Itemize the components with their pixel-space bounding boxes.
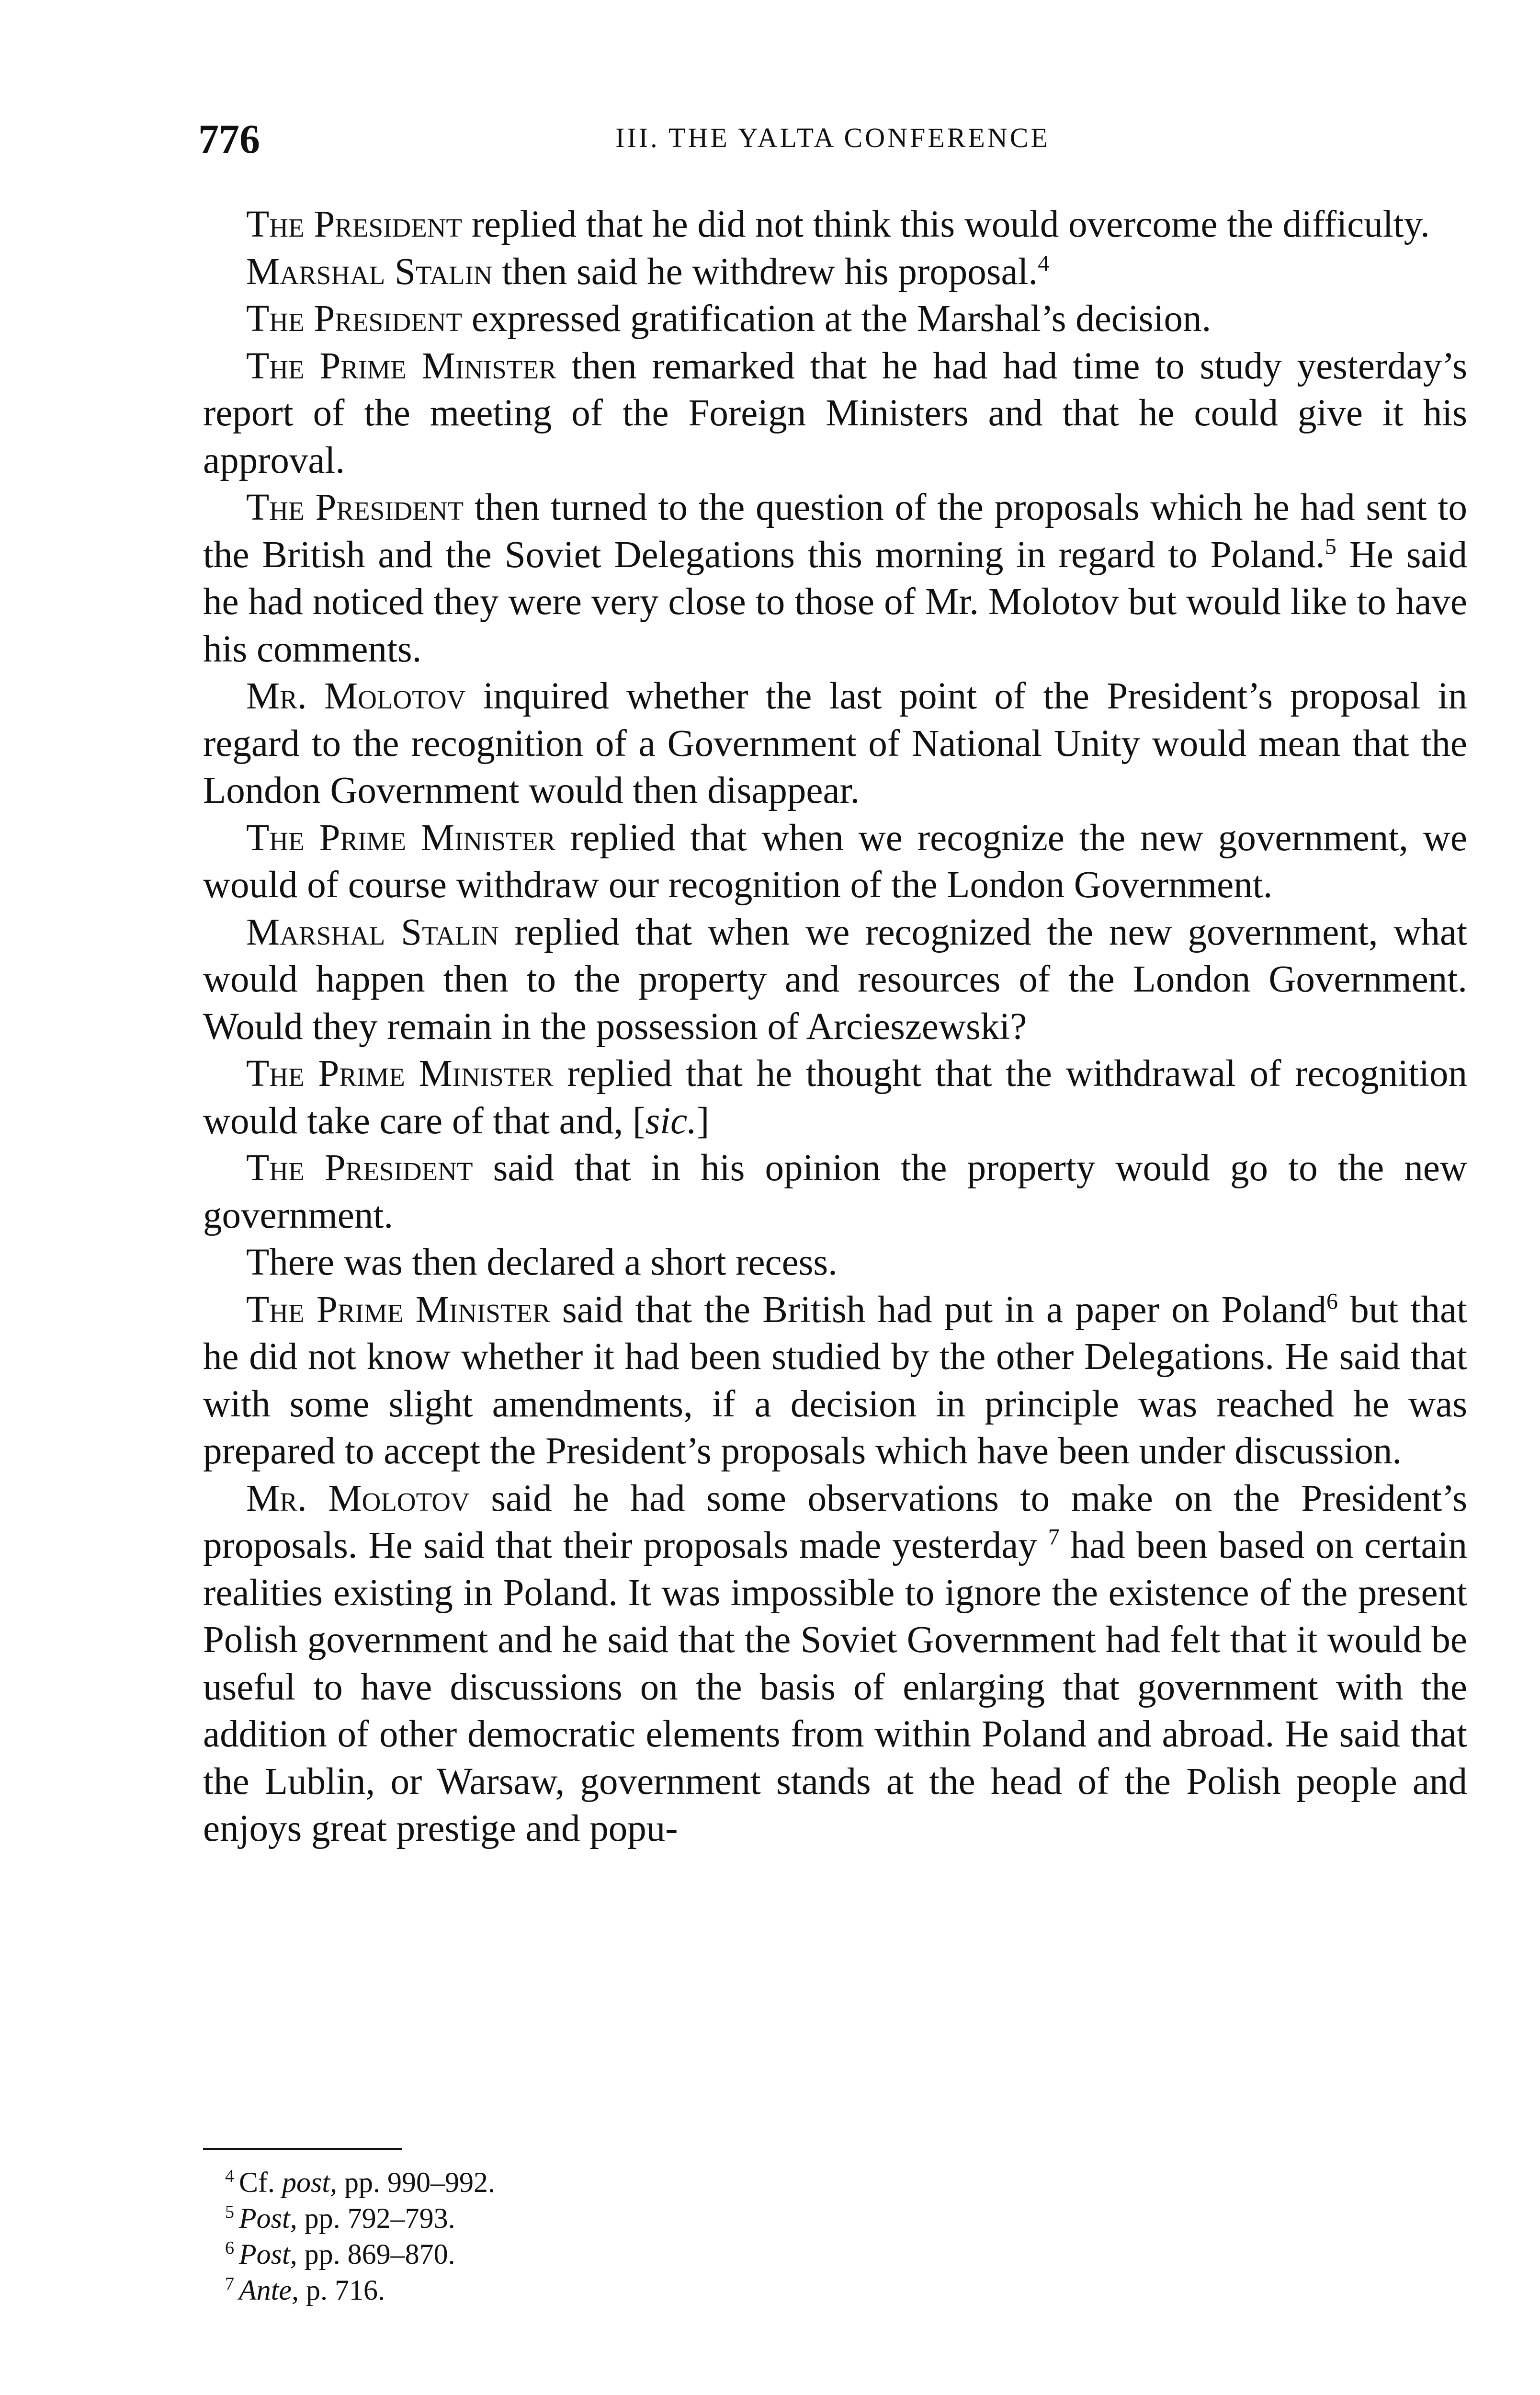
footnote-italic: post, — [282, 2167, 338, 2198]
paragraph — [203, 1239, 1467, 1287]
paragraph-text: replied that when we recognize the new government, we would of course withdraw our recognition of the London Government. — [203, 817, 1467, 906]
paragraph — [203, 673, 1467, 815]
speaker-name: The Prime Minister — [246, 1289, 550, 1331]
paragraph-text: then remarked that he had had time to study yesterday’s report of the meeting of the Foreign Ministers and that he could give it his approval. — [203, 345, 1467, 481]
footnotes — [225, 2161, 495, 2305]
footnote-italic: Post, — [239, 2238, 297, 2270]
paragraph-text: then turned to the question of the proposals which he had sent to the British and the Soviet Delegations this morning in regard to Poland. — [203, 487, 1467, 576]
footnote-italic: Post, — [239, 2202, 297, 2234]
paragraph — [203, 484, 1467, 673]
paragraph — [203, 296, 1467, 343]
paragraph-text: replied that when we recognized the new government, what would happen then to the property and resources of the London Government. Would they remain in the possession of Arcieszewski? — [203, 911, 1468, 1048]
speaker-name: Marshal Stalin — [246, 911, 499, 953]
paragraph-text: replied that he did not think this would overcome the difficulty. — [462, 204, 1430, 245]
paragraph-text: said he had some observations to make on the President’s proposals. He said that their proposals made yesterday — [203, 1477, 1467, 1566]
paragraph — [203, 249, 1467, 296]
paragraph-text: expressed gratification at the Marshal’s decision. — [462, 298, 1212, 340]
paragraph-text: He said he had noticed they were very close to those of Mr. Molotov but would like to have his comments. — [203, 534, 1467, 670]
footnote — [225, 2197, 495, 2233]
speaker-name: Mr. Molotov — [246, 1477, 470, 1519]
speaker-name: The Prime Minister — [246, 345, 556, 387]
paragraph — [203, 909, 1467, 1051]
speaker-name: The President — [246, 204, 463, 245]
paragraph — [203, 343, 1467, 485]
footnote-rule — [203, 2148, 402, 2150]
paragraph — [203, 1145, 1467, 1239]
footnote-number: 5 — [225, 2202, 234, 2222]
footnote-ref: 5 — [1325, 534, 1336, 559]
paragraph-text: ] — [696, 1100, 710, 1142]
page-header — [198, 115, 1467, 172]
page-number: 776 — [198, 116, 260, 162]
paragraph-text: but that he did not know whether it had been studied by the other Delegations. He said that with some slight amendments, if a decision in principle was reached he was prepared to accept the President’s proposals which have been under discussion. — [203, 1289, 1467, 1472]
footnote — [225, 2161, 495, 2197]
paragraph — [203, 815, 1467, 909]
footnote-italic: Ante, — [239, 2274, 299, 2306]
footnote-number: 7 — [225, 2274, 234, 2294]
paragraph-text: replied that he thought that the withdrawal of recognition would take care of that and, [ — [203, 1053, 1467, 1142]
speaker-name: Marshal Stalin — [246, 251, 493, 293]
speaker-name: The Prime Minister — [246, 817, 555, 859]
footnote-ref: 6 — [1326, 1289, 1338, 1314]
footnote — [225, 2269, 495, 2305]
paragraph — [203, 1287, 1467, 1475]
paragraph-text: said that the British had put in a paper on Poland — [550, 1289, 1326, 1331]
footnote-number: 4 — [225, 2166, 234, 2186]
paragraph — [203, 201, 1467, 249]
speaker-name: Mr. Molotov — [246, 675, 466, 717]
paragraph-text: had been based on certain realities existing in Poland. It was impossible to ignore the existence of the present Polish government and he said that the Soviet Government had felt that it would be useful to have discussions on the basis of enlarging that government with the addition of other democratic elements from within Poland and abroad. He said that the Lublin, or Warsaw, government stands at the head of the Polish people and enjoys great prestige and popu- — [203, 1525, 1467, 1849]
paragraph — [203, 1050, 1467, 1145]
footnote-ref: 7 — [1048, 1524, 1060, 1550]
speaker-name: The President — [246, 298, 463, 340]
speaker-name: The President — [246, 1147, 473, 1189]
footnote-number: 6 — [225, 2238, 234, 2258]
running-head: III. THE YALTA CONFERENCE — [615, 122, 1050, 153]
paragraph-text: then said he withdrew his proposal. — [492, 251, 1038, 293]
footnote-text: p. 716. — [298, 2274, 385, 2306]
paragraph-text: said that in his opinion the property would go to the new government. — [203, 1147, 1467, 1236]
paragraph-text: inquired whether the last point of the President’s proposal in regard to the recognition of a Government of National Unity would mean that the London Government would then disappear. — [203, 675, 1468, 811]
footnote-text: pp. 792–793. — [297, 2202, 455, 2234]
paragraph-text: There was then declared a short recess. — [246, 1242, 838, 1283]
footnote-ref: 4 — [1038, 251, 1050, 276]
body-text — [203, 201, 1467, 1853]
footnote-text: pp. 990–992. — [337, 2167, 496, 2198]
footnote — [225, 2233, 495, 2269]
speaker-name: The Prime Minister — [246, 1053, 554, 1095]
paragraph — [203, 1475, 1467, 1853]
speaker-name: The President — [246, 487, 464, 528]
footnote-text: Cf. — [239, 2167, 282, 2198]
footnote-text: pp. 869–870. — [297, 2238, 455, 2270]
italic-text: sic. — [645, 1100, 697, 1142]
